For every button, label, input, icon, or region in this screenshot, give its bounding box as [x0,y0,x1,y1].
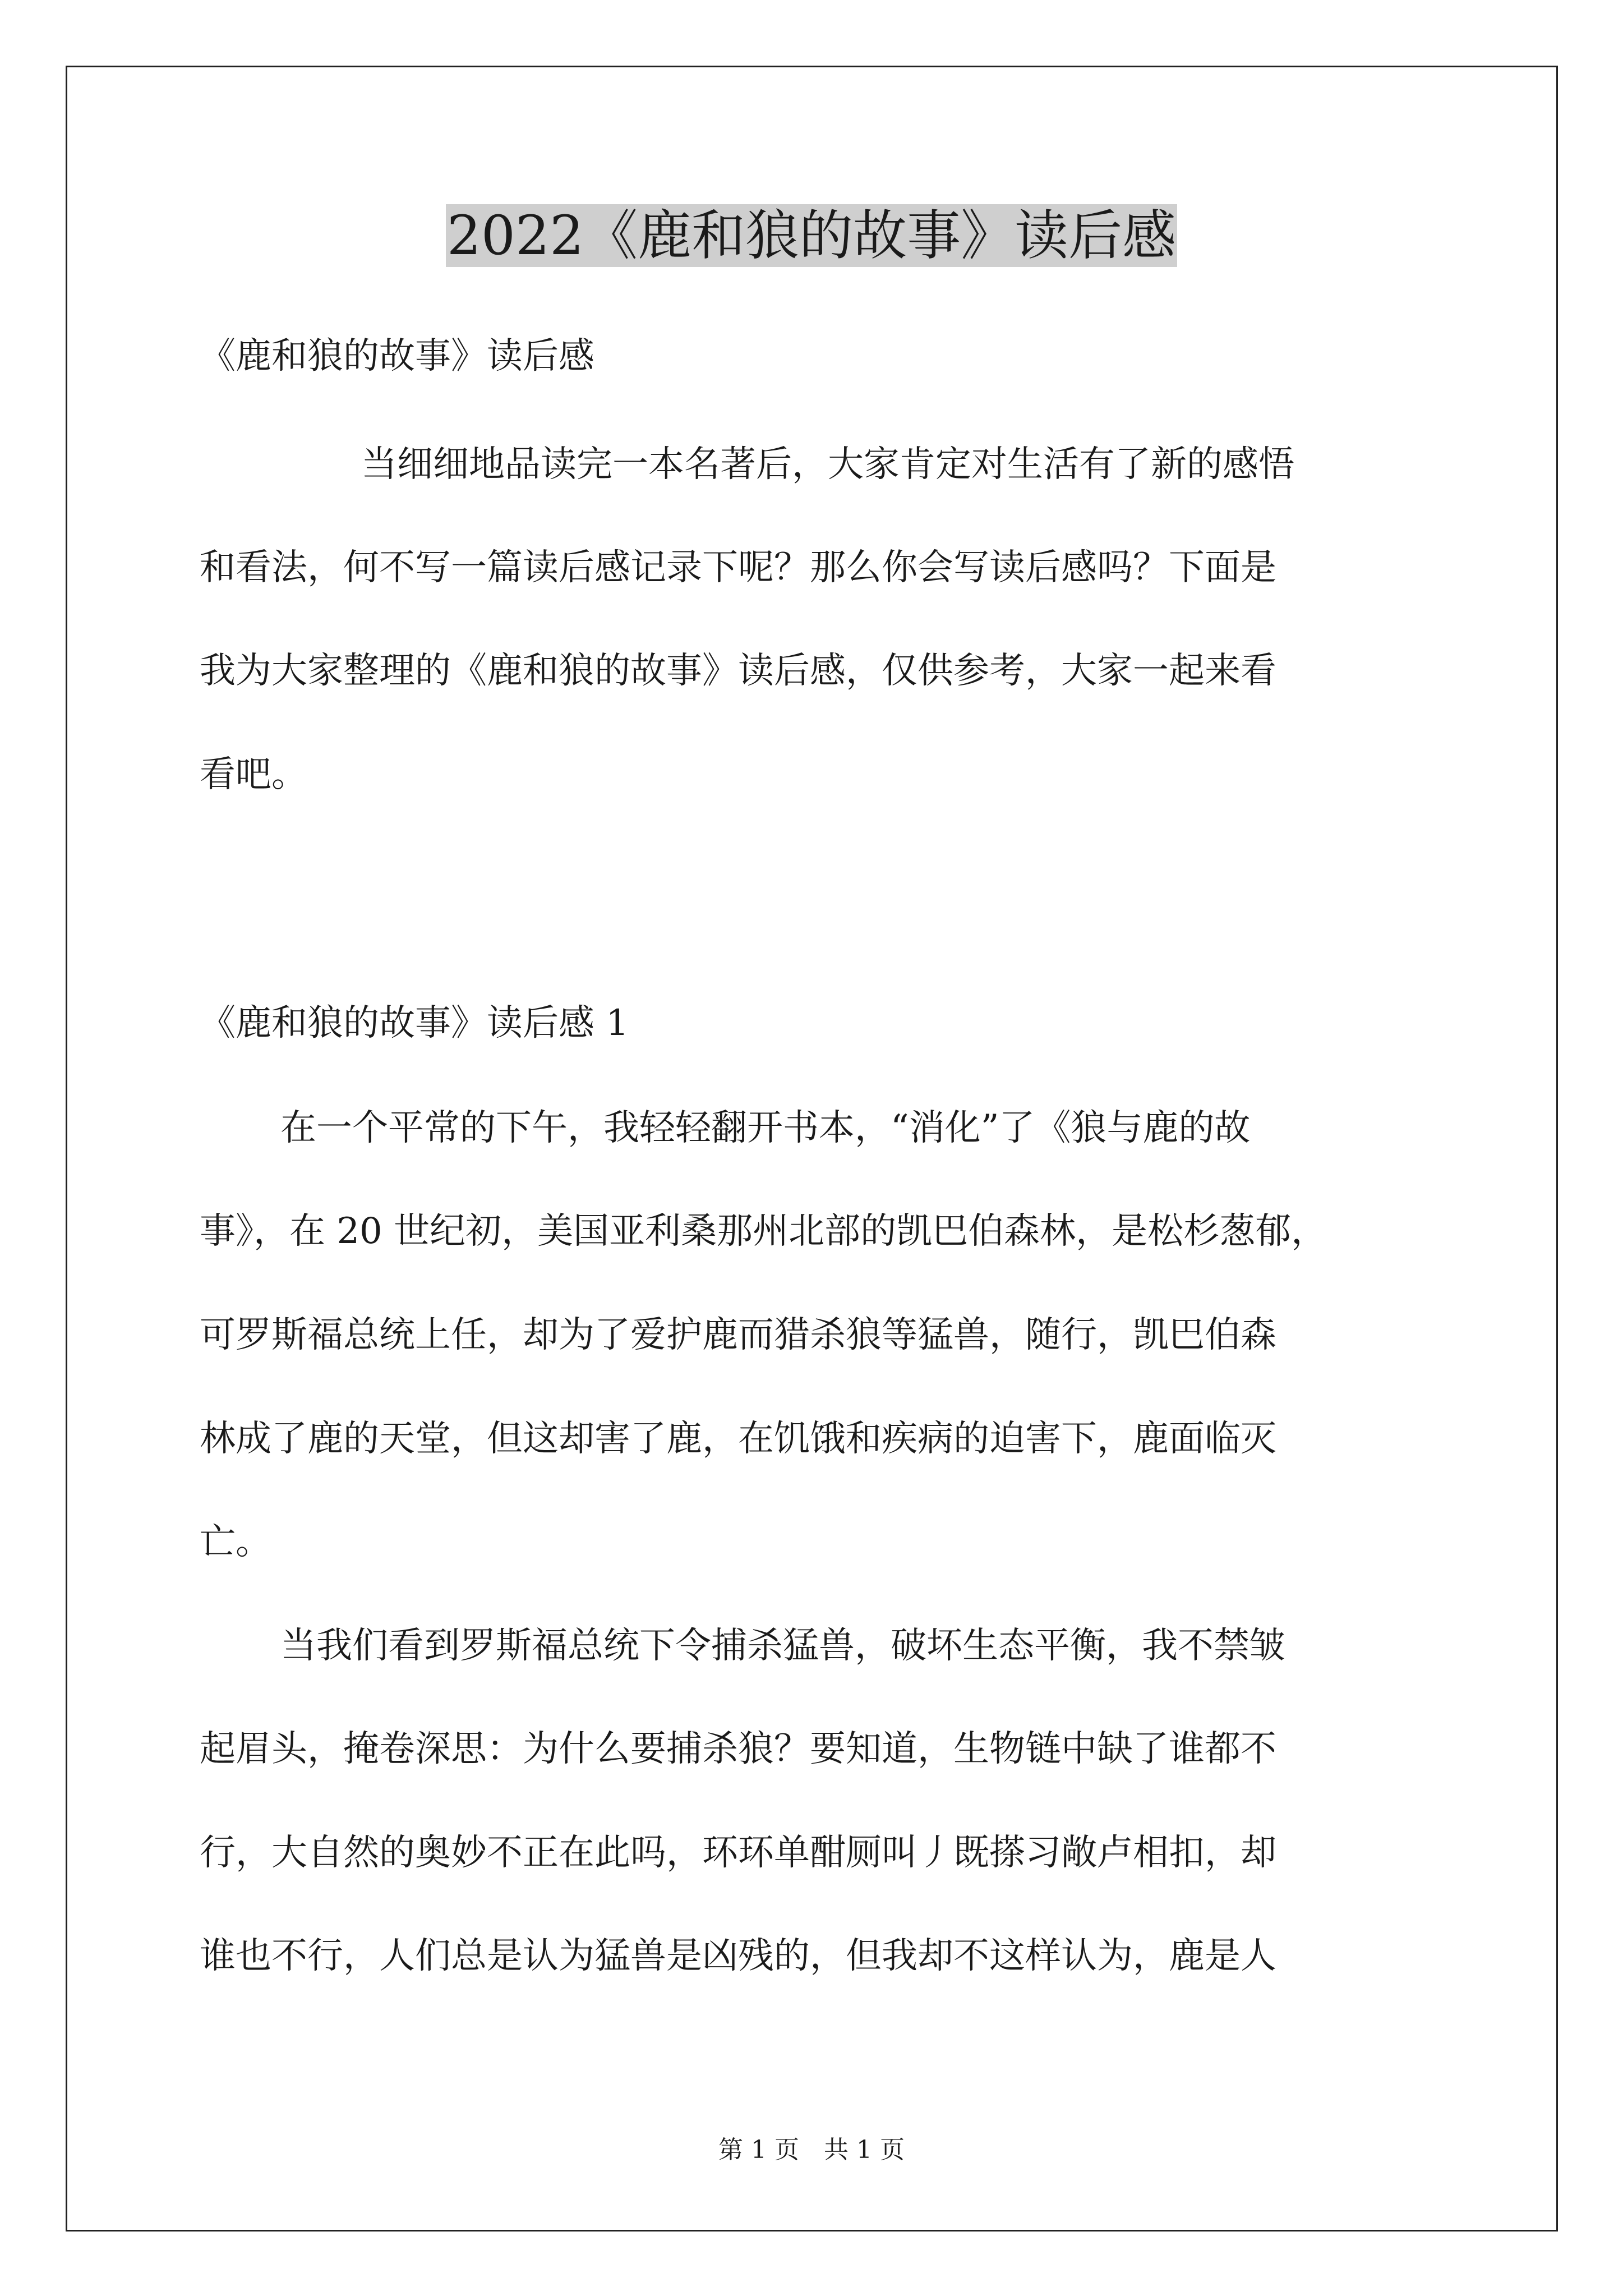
para1-line-3: 可罗斯福总统上任，却为了爱护鹿而猎杀狼等猛兽，随行，凯巴伯森 [200,1314,1276,1356]
para2-line-4: 谁也不行，人们总是认为猛兽是凶残的，但我却不这样认为，鹿是人 [200,1935,1276,1977]
document-title: 2022《鹿和狼的故事》读后感 [446,204,1177,267]
section-heading: 《鹿和狼的故事》读后感 1 [200,1002,629,1044]
para2-line-3: 行，大自然的奥妙不正在此吗，环环单酣厕叫丿既搽习敞卢相扣，却 [200,1832,1276,1874]
intro-line-3: 我为大家整理的《鹿和狼的故事》读后感，仅供参考，大家一起来看 [200,650,1276,692]
para1-line-2: 事》，在 20 世纪初，美国亚利桑那州北部的凯巴伯森林，是松杉葱郁， [200,1211,1327,1252]
page-footer: 第 1 页 共 1 页 [718,2136,905,2164]
para1-line-5: 亡。 [200,1521,271,1563]
document-subtitle: 《鹿和狼的故事》读后感 [200,335,594,377]
para1-line-1: 在一个平常的下午，我轻轻翻开书本，“消化”了《狼与鹿的故 [280,1107,1251,1149]
para2-line-1: 当我们看到罗斯福总统下令捕杀猛兽，破坏生态平衡，我不禁皱 [280,1625,1285,1667]
para2-line-2: 起眉头，掩卷深思：为什么要捕杀狼？要知道，生物链中缺了谁都不 [200,1728,1276,1770]
intro-line-4: 看吧。 [200,754,307,795]
intro-line-1: 当细细地品读完一本名著后，大家肯定对生活有了新的感悟 [361,444,1294,485]
para1-line-4: 林成了鹿的天堂，但这却害了鹿，在饥饿和疾病的迫害下，鹿面临灭 [200,1418,1276,1460]
intro-line-2: 和看法，何不写一篇读后感记录下呢？那么你会写读后感吗？下面是 [200,547,1276,588]
